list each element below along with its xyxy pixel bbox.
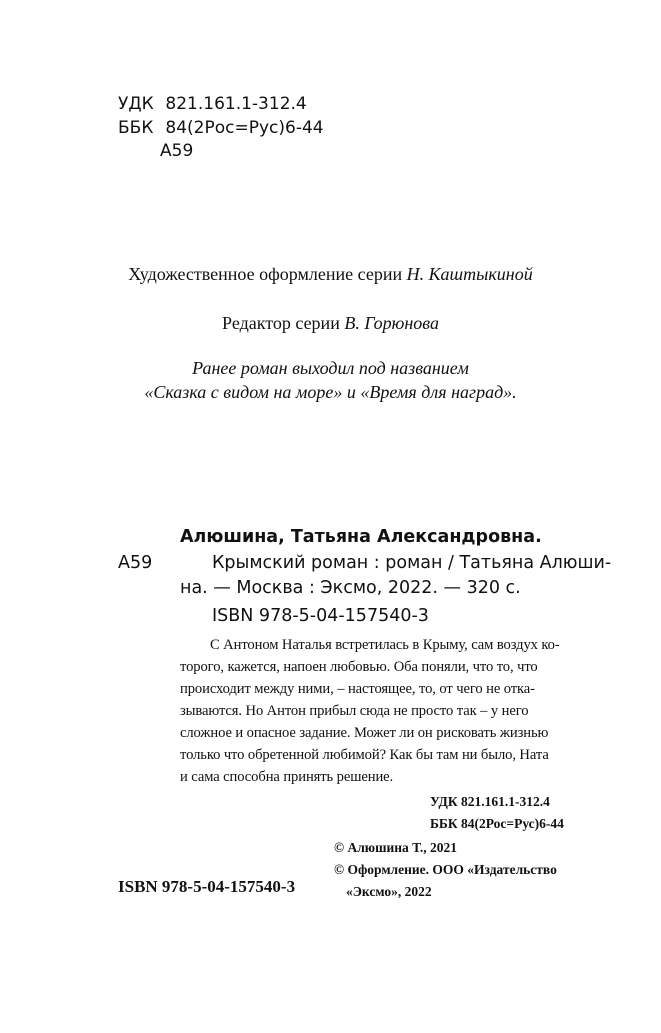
annotation-line: и сама способна принять решение.	[180, 769, 394, 785]
annotation-bbk: ББК 84(2Рос=Рус)6-44	[430, 816, 564, 831]
annotation-line: зываются. Но Антон прибыл сюда не просто так – у него	[180, 703, 529, 719]
copyright-author: © Алюшина Т., 2021	[334, 840, 457, 855]
udk-line	[118, 94, 307, 114]
previous-title-line-2: «Сказка с видом на море» и «Время для наград».	[144, 382, 517, 402]
editor-credit	[0, 313, 661, 334]
design-credit-prefix: Художественное оформление серии	[128, 264, 407, 284]
previous-title-line-1: Ранее роман выходил под названием	[192, 358, 469, 378]
design-credit	[0, 264, 661, 285]
bbk-label: ББК	[118, 118, 154, 138]
annotation-line: сложное и опасное задание. Может ли он рисковать жизнью	[180, 725, 549, 741]
bib-description-line-1: Крымский роман : роман / Татьяна Алюши-	[212, 553, 612, 573]
copyright-design-line-2: «Эксмо», 2022	[346, 884, 432, 899]
author-heading: Алюшина, Татьяна Александровна.	[180, 527, 542, 547]
bib-mark: А59	[118, 553, 153, 573]
copyright-design-line-1: © Оформление. ООО «Издательство	[334, 862, 557, 877]
author-mark: А59	[160, 141, 194, 161]
editor-credit-prefix: Редактор серии	[222, 313, 345, 333]
annotation-line: только что обретенной любимой? Как бы там ни было, Ната	[180, 747, 549, 763]
designer-name: Н. Каштыкиной	[406, 264, 533, 284]
annotation-line: происходит между ними, – настоящее, то, от чего не отка-	[180, 681, 535, 697]
annotation-udk: УДК 821.161.1-312.4	[430, 794, 550, 809]
annotation-line: С Антоном Наталья встретилась в Крыму, сам воздух ко-	[210, 637, 560, 653]
udk-label: УДК	[118, 94, 154, 114]
editor-name: В. Горюнова	[344, 313, 439, 333]
footer-isbn: ISBN 978-5-04-157540-3	[118, 877, 296, 896]
bib-description-line-2: на. — Москва : Эксмо, 2022. — 320 с.	[180, 578, 521, 598]
udk-value: 821.161.1-312.4	[165, 94, 307, 114]
bbk-value: 84(2Рос=Рус)6-44	[165, 118, 324, 138]
bib-isbn: ISBN 978-5-04-157540-3	[212, 606, 429, 626]
bbk-line	[118, 118, 324, 138]
annotation-line: торого, кажется, напоен любовью. Оба поняли, что то, что	[180, 659, 538, 675]
